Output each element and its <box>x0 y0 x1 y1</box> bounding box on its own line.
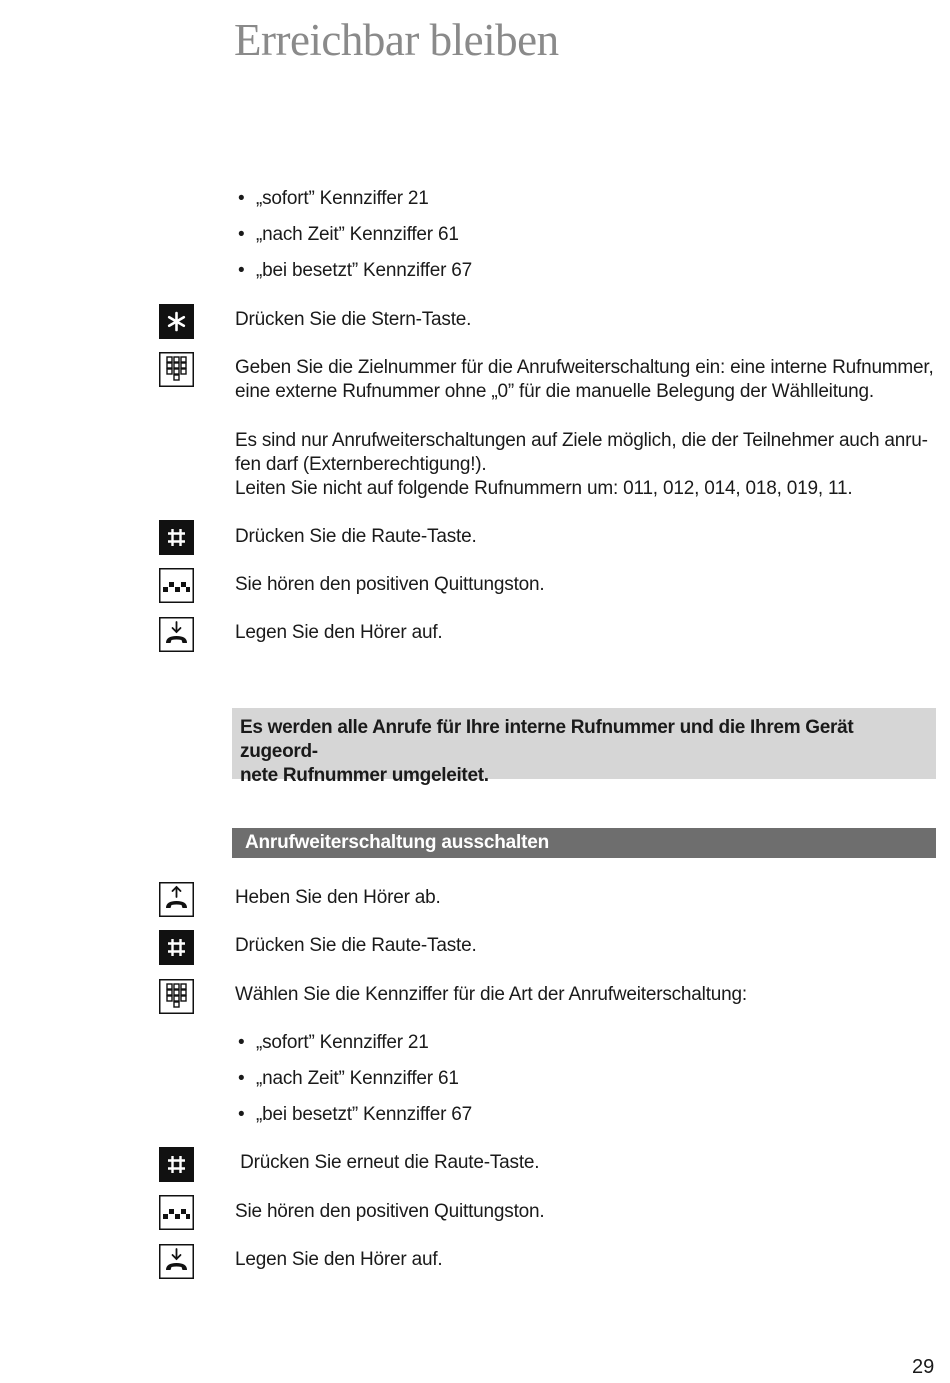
bullet-dot: • <box>238 224 245 245</box>
bullet-dot: • <box>238 1032 245 1053</box>
note-line1: Es werden alle Anrufe für Ihre interne Rufnummer und die Ihrem Gerät zugeord- <box>240 717 854 762</box>
step-tone-text: Sie hören den positiven Quittungston. <box>235 574 545 595</box>
step-tone-text: Sie hören den positiven Quittungston. <box>235 1201 545 1222</box>
step-hash-text: Drücken Sie die Raute-Taste. <box>235 526 477 547</box>
bullet-dot: • <box>238 188 245 209</box>
list-item: • „nach Zeit” Kennziffer 61 <box>238 224 459 245</box>
keypad-icon <box>159 979 194 1014</box>
hang-up-icon <box>159 1244 194 1279</box>
step-star-text: Drücken Sie die Stern-Taste. <box>235 309 472 330</box>
info-note-box <box>232 708 936 786</box>
step-dial-text: Wählen Sie die Kennziffer für die Art der Anrufweiterschaltung: <box>235 984 747 1005</box>
confirmation-tone-icon <box>159 1195 194 1230</box>
keypad-icon <box>159 352 194 387</box>
info-line1: Es sind nur Anrufweiterschaltungen auf Ziele möglich, die der Teilnehmer auch anru- <box>235 430 928 451</box>
step-pickup-text: Heben Sie den Hörer ab. <box>235 887 441 908</box>
hang-up-icon <box>159 617 194 652</box>
page-title: Erreichbar bleiben <box>234 15 559 65</box>
info-line3: Leiten Sie nicht auf folgende Rufnummern um: 011, 012, 014, 018, 019, 11. <box>235 478 853 499</box>
bullet-dot: • <box>238 1104 245 1125</box>
step-hash2-text: Drücken Sie erneut die Raute-Taste. <box>235 1152 540 1173</box>
note-line2: nete Rufnummer umgeleitet. <box>240 765 489 786</box>
hash-key-icon <box>159 1147 194 1182</box>
confirmation-tone-icon <box>159 568 194 603</box>
hash-key-icon <box>159 520 194 555</box>
list-item: • „bei besetzt” Kennziffer 67 <box>238 260 473 281</box>
star-key-icon <box>159 304 194 339</box>
pick-up-icon <box>159 882 194 917</box>
hash-key-icon <box>159 930 194 965</box>
step-hangup-text: Legen Sie den Hörer auf. <box>235 622 443 643</box>
list-item: • „bei besetzt” Kennziffer 67 <box>238 1104 473 1125</box>
bullet-dot: • <box>238 1068 245 1089</box>
list-item: • „sofort” Kennziffer 21 <box>238 1032 429 1053</box>
list-item: • „nach Zeit” Kennziffer 61 <box>238 1068 459 1089</box>
bullet-dot: • <box>238 260 245 281</box>
step-hangup-text: Legen Sie den Hörer auf. <box>235 1249 443 1270</box>
info-line2: fen darf (Externberechtigung!). <box>235 454 487 475</box>
list-item: • „sofort” Kennziffer 21 <box>238 188 429 209</box>
section-heading: Anrufweiterschaltung ausschalten <box>232 828 936 858</box>
step-dial-line1: Geben Sie die Zielnummer für die Anrufweiterschaltung ein: eine interne Rufnummer, <box>235 357 934 378</box>
step-hash-text: Drücken Sie die Raute-Taste. <box>235 935 477 956</box>
page-number: 29 <box>912 1356 935 1378</box>
step-dial-line2: eine externe Rufnummer ohne „0” für die manuelle Belegung der Wählleitung. <box>235 381 874 402</box>
